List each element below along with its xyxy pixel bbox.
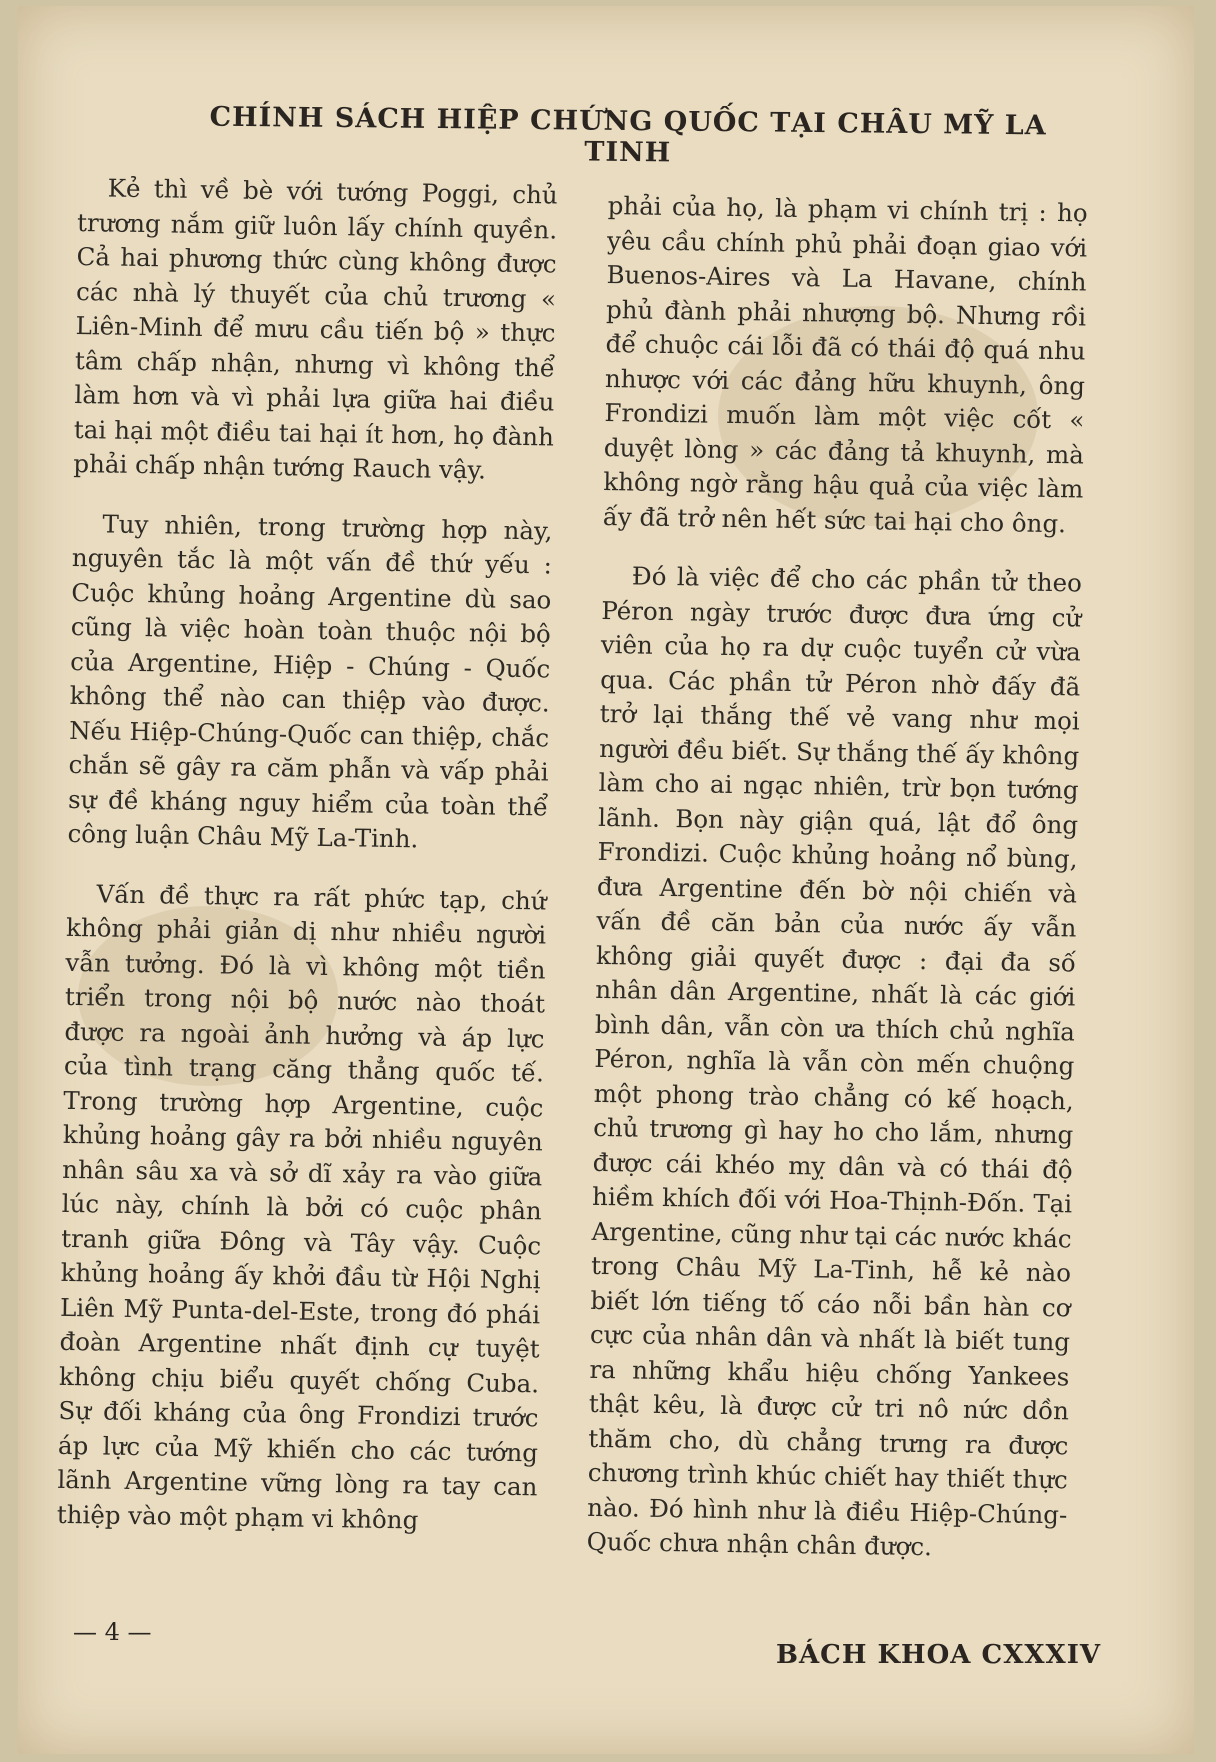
page-title: CHÍNH SÁCH HIỆP CHỨNG QUỐC TẠI CHÂU MỸ LA TINH xyxy=(209,101,1047,169)
left-column xyxy=(56,171,558,1564)
paragraph: phải của họ, là phạm vi chính trị : họ yêu cầu chính phủ phải đoạn giao với Buenos-Aires và La Havane, chính phủ đành phải nhượng bộ. Nhưng rồi để chuộc cái lỗi đã có thái độ quá nhu nhược với các đảng hữu khuynh, ông Frondizi muốn làm một việc cốt « duyệt lòng » các đảng tả khuynh, mà không ngờ rằng hậu quả của việc làm ấy đã trở nên hết sức tai hại cho ông. xyxy=(602,190,1088,538)
document-page xyxy=(18,6,1194,1754)
paragraph: Kẻ thì về bè với tướng Poggi, chủ trương nắm giữ luôn lấy chính quyền. Cả hai phương thức cùng không được các nhà lý thuyết của chủ trương « Liên-Minh để mưu cầu tiến bộ » thực tâm chấp nhận, nhưng vì không thể làm hơn và vì phải lựa giữa hai điều tai hại một điều tai hại ít hơn, họ đành phải chấp nhận tướng Rauch vậy. xyxy=(73,173,558,485)
paragraph: Đó là việc để cho các phần tử theo Péron ngày trước được đưa ứng cử viên của họ ra dự cuộc tuyển cử vừa qua. Các phần tử Péron nhờ đấy đã trở lại thắng thế vẻ vang như mọi người đều biết. Sự thắng thế ấy không làm cho ai ngạc nhiên, trừ bọn tướng lãnh. Bọn này giận quá, lật đổ ông Frondizi. Cuộc khủng hoảng nổ bùng, đưa Argentine đến bờ nội chiến và vấn đề căn bản của nước ấy vẫn không giải quyết được : đại đa số nhân dân Argentine, nhất là các giới bình dân, vẫn còn ưa thích chủ nghĩa Péron, nghĩa là vẫn còn mến chuộng một phong trào chẳng có kế hoạch, chủ trương gì hay ho cho lắm, nhưng được cái khéo mỵ dân và có thái độ hiềm khích đối với Hoa-Thịnh-Đốn. Tại Argentine, cũng như tại các nước khác trong Châu Mỹ La-Tinh, hễ kẻ nào biết lớn tiếng tố cáo nỗi bần hàn cơ cực của nhân dân và nhất là biết tung ra những khẩu hiệu chống Yankees thật kêu, là được cử tri nô nức dồn thăm cho, dù chẳng trưng ra được chương trình khúc chiết hay thiết thực nào. Đó hình như là điều Hiệp-Chúng-Quốc chưa nhận chân được. xyxy=(586,561,1083,1562)
right-column xyxy=(586,189,1088,1592)
magazine-footer: BÁCH KHOA CXXXIV xyxy=(776,1640,1102,1670)
paragraph: Tuy nhiên, trong trường hợp này, nguyên tắc là một vấn đề thứ yếu : Cuộc khủng hoảng Argentine dù sao cũng là việc hoàn toàn thuộc nội bộ của Argentine, Hiệp - Chúng - Quốc không thể nào can thiệp vào được. Nếu Hiệp-Chúng-Quốc can thiệp, chắc chắn sẽ gây ra căm phẫn và vấp phải sự đề kháng nguy hiểm của toàn thể công luận Châu Mỹ La-Tinh. xyxy=(67,508,553,854)
paragraph: Vấn đề thực ra rất phức tạp, chứ không phải giản dị như nhiều người vẫn tưởng. Đó là vì không một tiền triển trong nội bộ nước nào thoát được ra ngoài ảnh hưởng và áp lực của tình trạng căng thẳng quốc tế. Trong trường hợp Argentine, cuộc khủng hoảng gây ra bởi nhiều nguyên nhân sâu xa và sở dĩ xảy ra vào giữa lúc này, chính là bởi có cuộc phân tranh giữa Đông và Tây vậy. Cuộc khủng hoảng ấy khởi đầu từ Hội Nghị Liên Mỹ Punta-del-Este, trong đó phái đoàn Argentine nhất định cự tuyệt không chịu biểu quyết chống Cuba. Sự đối kháng của ông Frondizi trước áp lực của Mỹ khiến cho các tướng lãnh Argentine vững lòng ra tay can thiệp vào một phạm vi không xyxy=(56,878,547,1535)
page-number: — 4 — xyxy=(73,1618,152,1646)
